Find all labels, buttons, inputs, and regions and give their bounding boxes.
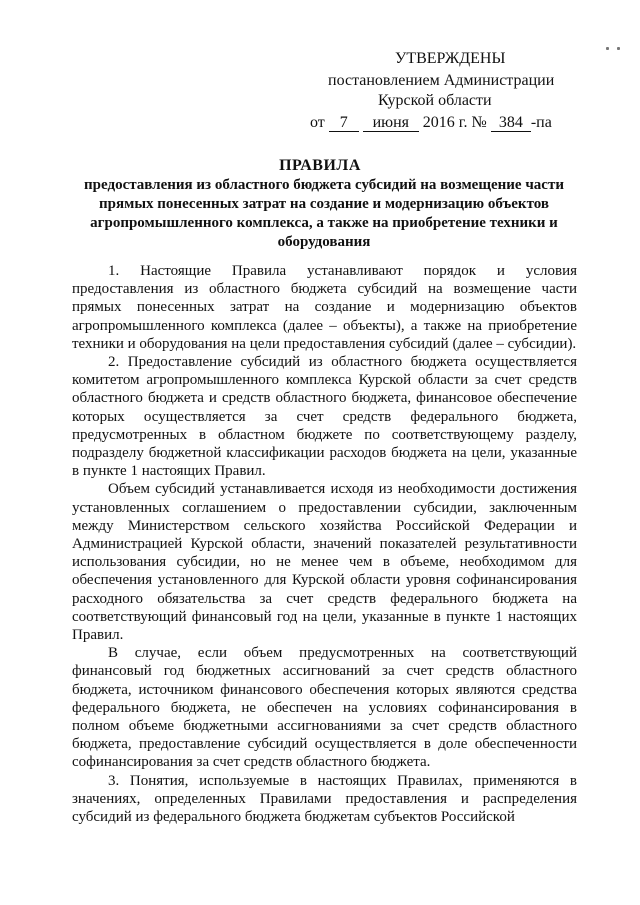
document-subtitle: предоставления из областного бюджета субсидий на возмещение части прямых понесенных затрат на создание и модернизацию объектов агропромышленного комплекса, а также на приобретение техники и оборудования [84,177,564,250]
approval-decree-line: постановлением Администрации [328,72,555,89]
paragraph: В случае, если объем предусмотренных на соответствующий финансовый год бюджетных ассигнований за счет средств областного бюджета, источником финансового обеспечения которых являются средства федерального бюджета, не обеспечен на условиях софинансирования в полном объеме бюджетными ассигнованиями за счет средств областного бюджета, предоставление субсидий осуществляется в доле обеспеченности софинансирования за счет средств областного бюджета. [72,645,577,771]
paragraph: Объем субсидий устанавливается исходя из необходимости достижения установленных соглашением о предоставлении субсидии, заключенным между Министерством сельского хозяйства Российской Федерации и Администрацией Курской области, значений показателей результативности использования субсидии, но не менее чем в объеме, необходимом для обеспечения установленного для Курской области уровня софинансирования расходного обязательства за счет средств федерального бюджета на соответствующий финансовый год на цели, указанные в пункте 1 настоящих Правил. [72,481,577,644]
date-prefix: от [310,114,325,131]
paragraph: 2. Предоставление субсидий из областного бюджета осуществляется комитетом агропромышленного комплекса Курской области за счет средств областного бюджета и средств областного бюджета, финансовое обеспечение которых осуществляется за счет средств федерального бюджета, предусмотренных в областном бюджете по соответствующему разделу, подразделу бюджетной классификации расходов бюджета на цели, указанные в пункте 1 настоящих Правил. [72,354,577,480]
approval-date-line [310,114,552,132]
approval-heading: УТВЕРЖДЕНЫ [395,50,506,67]
date-day: 7 [329,115,359,132]
decree-suffix: -па [530,114,552,131]
paragraph: 1. Настоящие Правила устанавливают порядок и условия предоставления из областного бюджета субсидий на возмещение части прямых понесенных затрат на создание и модернизацию объектов агропромышленного комплекса (далее – объекты), а также на приобретение техники и оборудования на цели предоставления субсидий (далее – субсидии). [72,263,577,352]
document-body [72,262,577,826]
date-month: июня [363,115,419,132]
scan-mark [606,47,609,50]
document-title: ПРАВИЛА [279,157,361,174]
date-year-number-label: 2016 г. № [422,114,487,131]
decree-number: 384 [491,115,531,132]
paragraph: 3. Понятия, используемые в настоящих Правилах, применяются в значениях, определенных Правилами предоставления и распределения субсидий из федерального бюджета бюджетам субъектов Российской [72,772,577,826]
scan-mark [617,47,620,50]
approval-region-line: Курской области [378,92,492,109]
